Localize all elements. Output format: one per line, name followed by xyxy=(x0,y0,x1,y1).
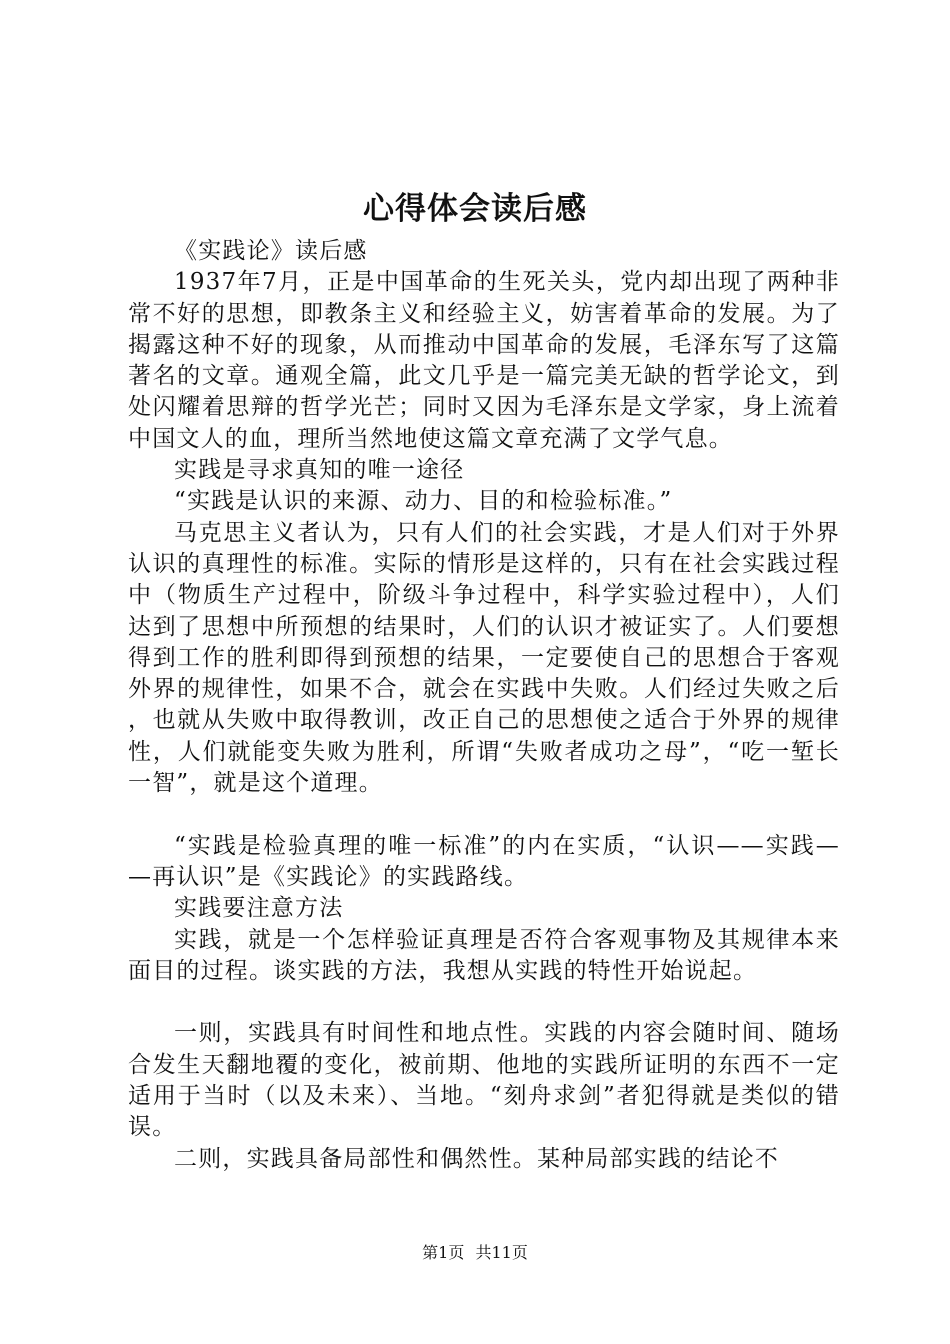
paragraph-method: 实践，就是一个怎样验证真理是否符合客观事物及其规律本来面目的过程。谈实践的方法，我想从实践的特性开始说起。 xyxy=(128,926,840,984)
page-footer xyxy=(0,1242,950,1264)
paragraph-quote: “实践是认识的来源、动力、目的和检验标准。” xyxy=(174,488,673,515)
paragraph-subtitle: 《实践论》读后感 xyxy=(174,238,368,264)
blank-line xyxy=(128,799,840,830)
paragraph-point-one: 一则，实践具有时间性和地点性。实践的内容会随时间、随场合发生天翻地覆的变化，被前期、他地的实践所证明的东西不一定适用于当时（以及未来）、当地。“刻舟求剑”者犯得就是类似的错误。 xyxy=(128,1020,840,1141)
section-heading-method: 实践要注意方法 xyxy=(174,895,344,922)
paragraph-point-two: 二则，实践具备局部性和偶然性。某种局部实践的结论不 xyxy=(174,1145,779,1172)
paragraph-marxism: 马克思主义者认为，只有人们的社会实践，才是人们对于外界认识的真理性的标准。实际的情形是这样的，只有在社会实践过程中（物质生产过程中，阶级斗争过程中，科学实验过程中），人们达到了思想中所预想的结果时，人们的认识才被证实了。人们要想得到工作的胜利即得到预想的结果，一定要使自己的思想合于客观外界的规律性，如果不合，就会在实践中失败。人们经过失败之后，也就从失败中取得教训，改正自己的思想使之适合于外界的规律性，人们就能变失败为胜利，所谓“失败者成功之母”，“吃一堑长一智”，就是这个道理。 xyxy=(128,519,840,797)
page-number: 第1页 xyxy=(422,1243,465,1262)
section-heading-practice-truth: 实践是寻求真知的唯一途径 xyxy=(174,457,465,484)
document-body xyxy=(128,236,840,1175)
blank-line xyxy=(128,987,840,1018)
paragraph-intro: 1937年7月，正是中国革命的生死关头，党内却出现了两种非常不好的思想，即教条主义和经验主义，妨害着革命的发展。为了揭露这种不好的现象，从而推动中国革命的发展，毛泽东写了这篇著名的文章。通观全篇，此文几乎是一篇完美无缺的哲学论文，到处闪耀着思辩的哲学光芒；同时又因为毛泽东是文学家，身上流着中国文人的血，理所当然地使这篇文章充满了文学气息。 xyxy=(128,269,840,452)
paragraph-essence: “实践是检验真理的唯一标准”的内在实质，“认识——实践——再认识”是《实践论》的实践路线。 xyxy=(128,832,840,890)
page-total: 共11页 xyxy=(475,1243,528,1262)
document-title: 心得体会读后感 xyxy=(363,191,587,227)
